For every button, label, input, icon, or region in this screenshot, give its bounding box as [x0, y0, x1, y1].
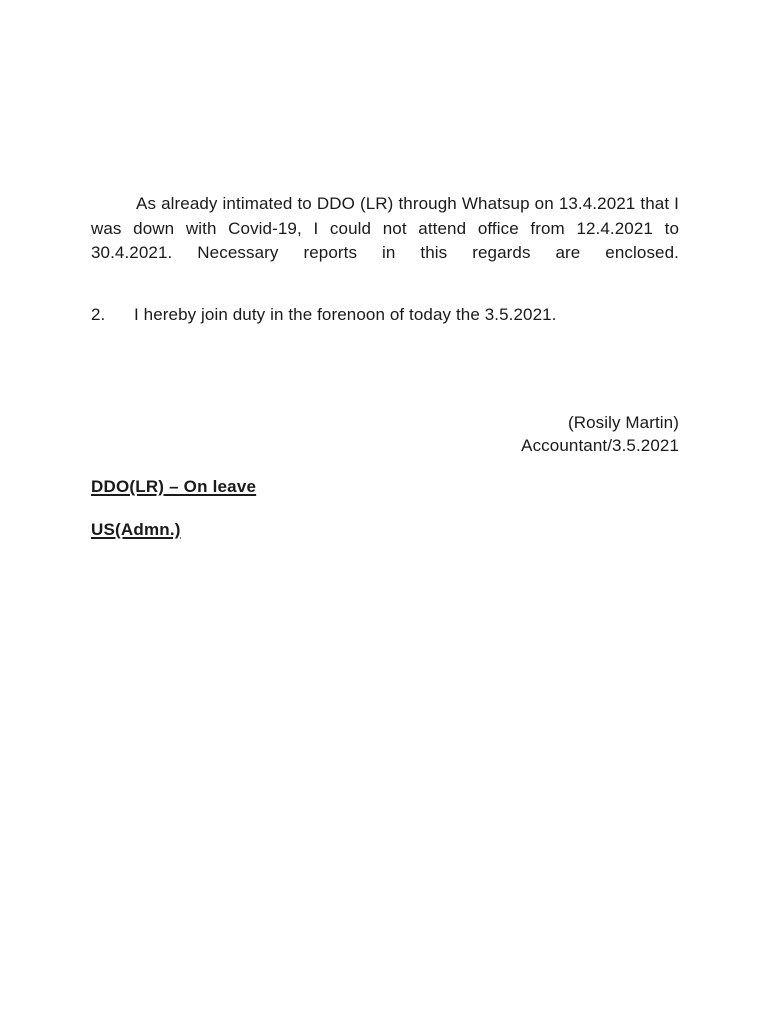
- routing-item-ddo-lr-label: DDO(LR) – On leave: [91, 477, 257, 496]
- paragraph-joining-duty-text: I hereby join duty in the forenoon of today the 3.5.2021.: [134, 305, 557, 324]
- signature-block: [91, 411, 679, 457]
- signatory-name: (Rosily Martin): [567, 413, 679, 432]
- routing-block: [91, 475, 679, 542]
- routing-item-ddo-lr: [91, 475, 679, 499]
- paragraph-joining-duty: [91, 303, 679, 328]
- signatory-designation-date: Accountant/3.5.2021: [521, 436, 679, 455]
- paragraph-number: 2.: [91, 305, 106, 324]
- routing-item-us-admn-label: US(Admn.): [91, 520, 181, 539]
- routing-item-us-admn: [91, 518, 679, 542]
- paragraph-intimation: As already intimated to DDO (LR) through Whatsup on 13.4.2021 that I was down with Covid-19, I could not attend office from 12.4.2021 to 30.4.2021. Necessary reports in this regards are enclosed.: [91, 194, 679, 262]
